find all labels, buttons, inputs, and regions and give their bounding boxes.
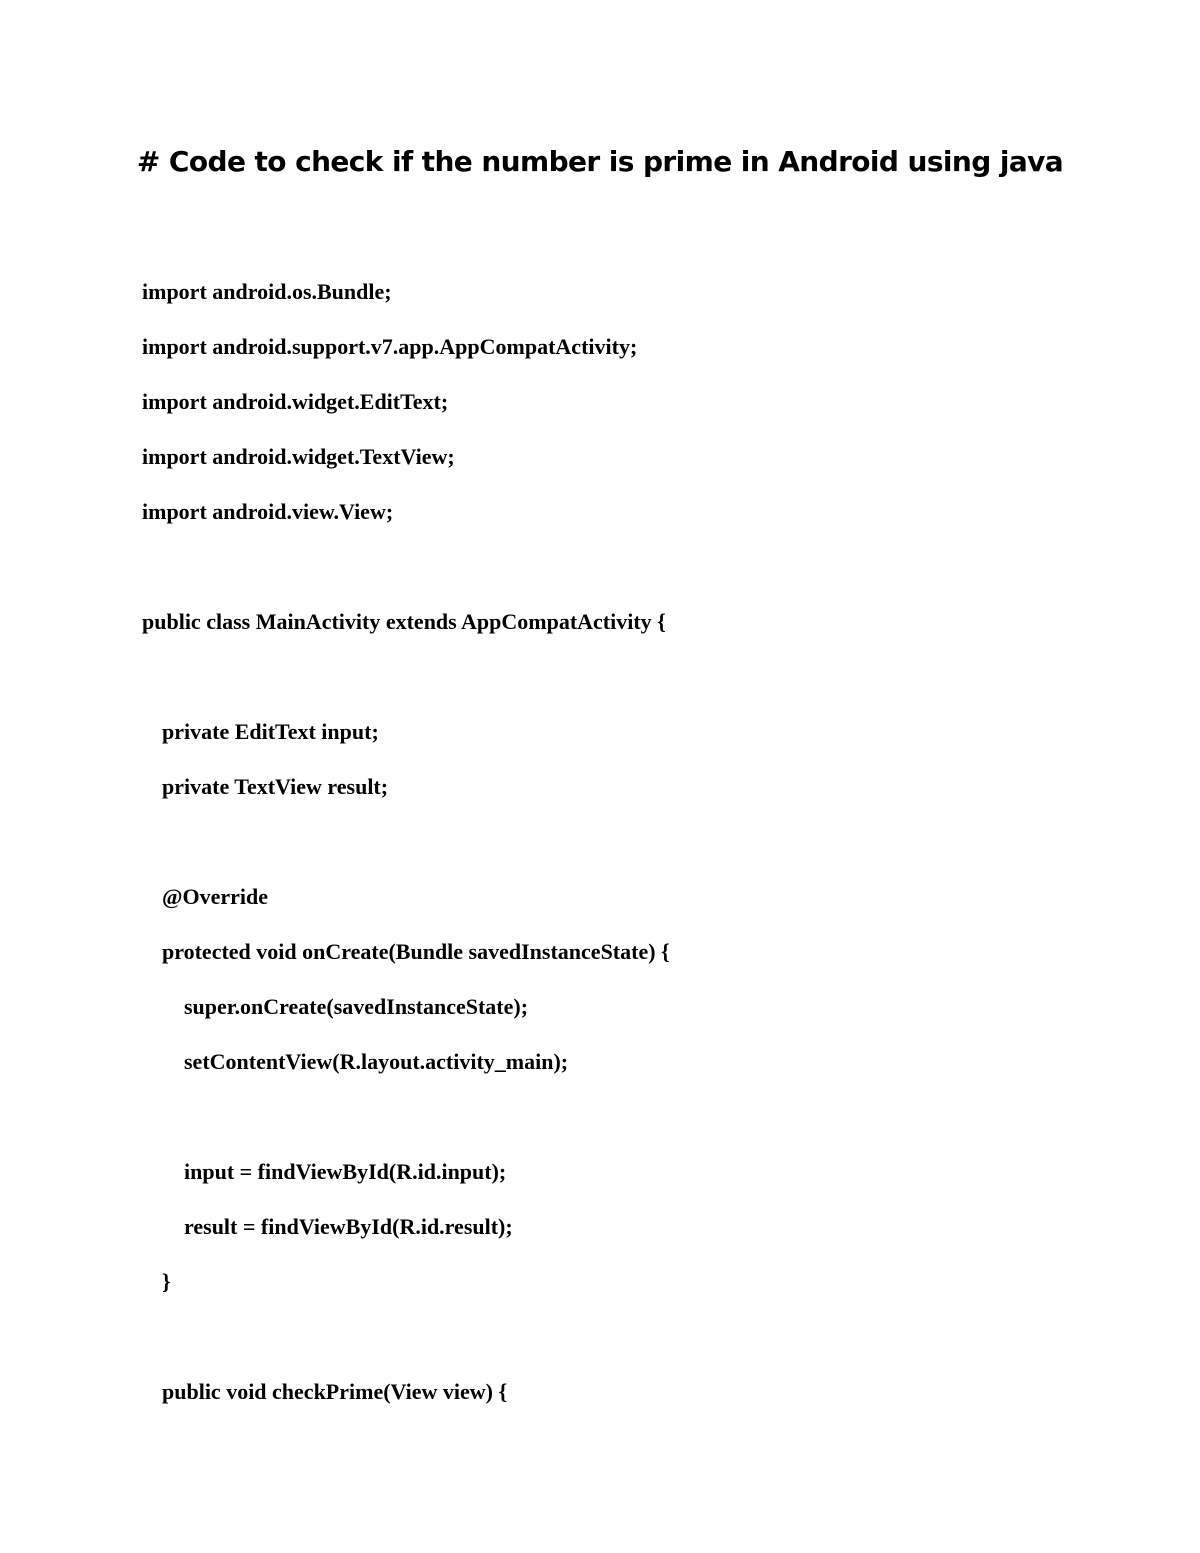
field-line: private EditText input; <box>162 719 379 744</box>
document-title: # Code to check if the number is prime in Android using java <box>136 145 1064 178</box>
checkprime-declaration: public void checkPrime(View view) { <box>162 1379 508 1404</box>
import-line: import android.os.Bundle; <box>142 279 392 304</box>
oncreate-statement: input = findViewById(R.id.input); <box>184 1159 507 1184</box>
oncreate-statement: setContentView(R.layout.activity_main); <box>184 1049 569 1074</box>
closing-brace: } <box>162 1269 171 1294</box>
import-line: import android.view.View; <box>142 499 394 524</box>
field-line: private TextView result; <box>162 774 389 799</box>
import-line: import android.widget.TextView; <box>142 444 455 469</box>
oncreate-statement: result = findViewById(R.id.result); <box>184 1214 513 1239</box>
oncreate-statement: super.onCreate(savedInstanceState); <box>184 994 529 1019</box>
oncreate-declaration: protected void onCreate(Bundle savedInstanceState) { <box>162 939 670 964</box>
override-annotation: @Override <box>162 884 268 909</box>
class-declaration: public class MainActivity extends AppCompatActivity { <box>142 609 666 634</box>
import-line: import android.support.v7.app.AppCompatActivity; <box>142 334 638 359</box>
import-line: import android.widget.EditText; <box>142 389 449 414</box>
